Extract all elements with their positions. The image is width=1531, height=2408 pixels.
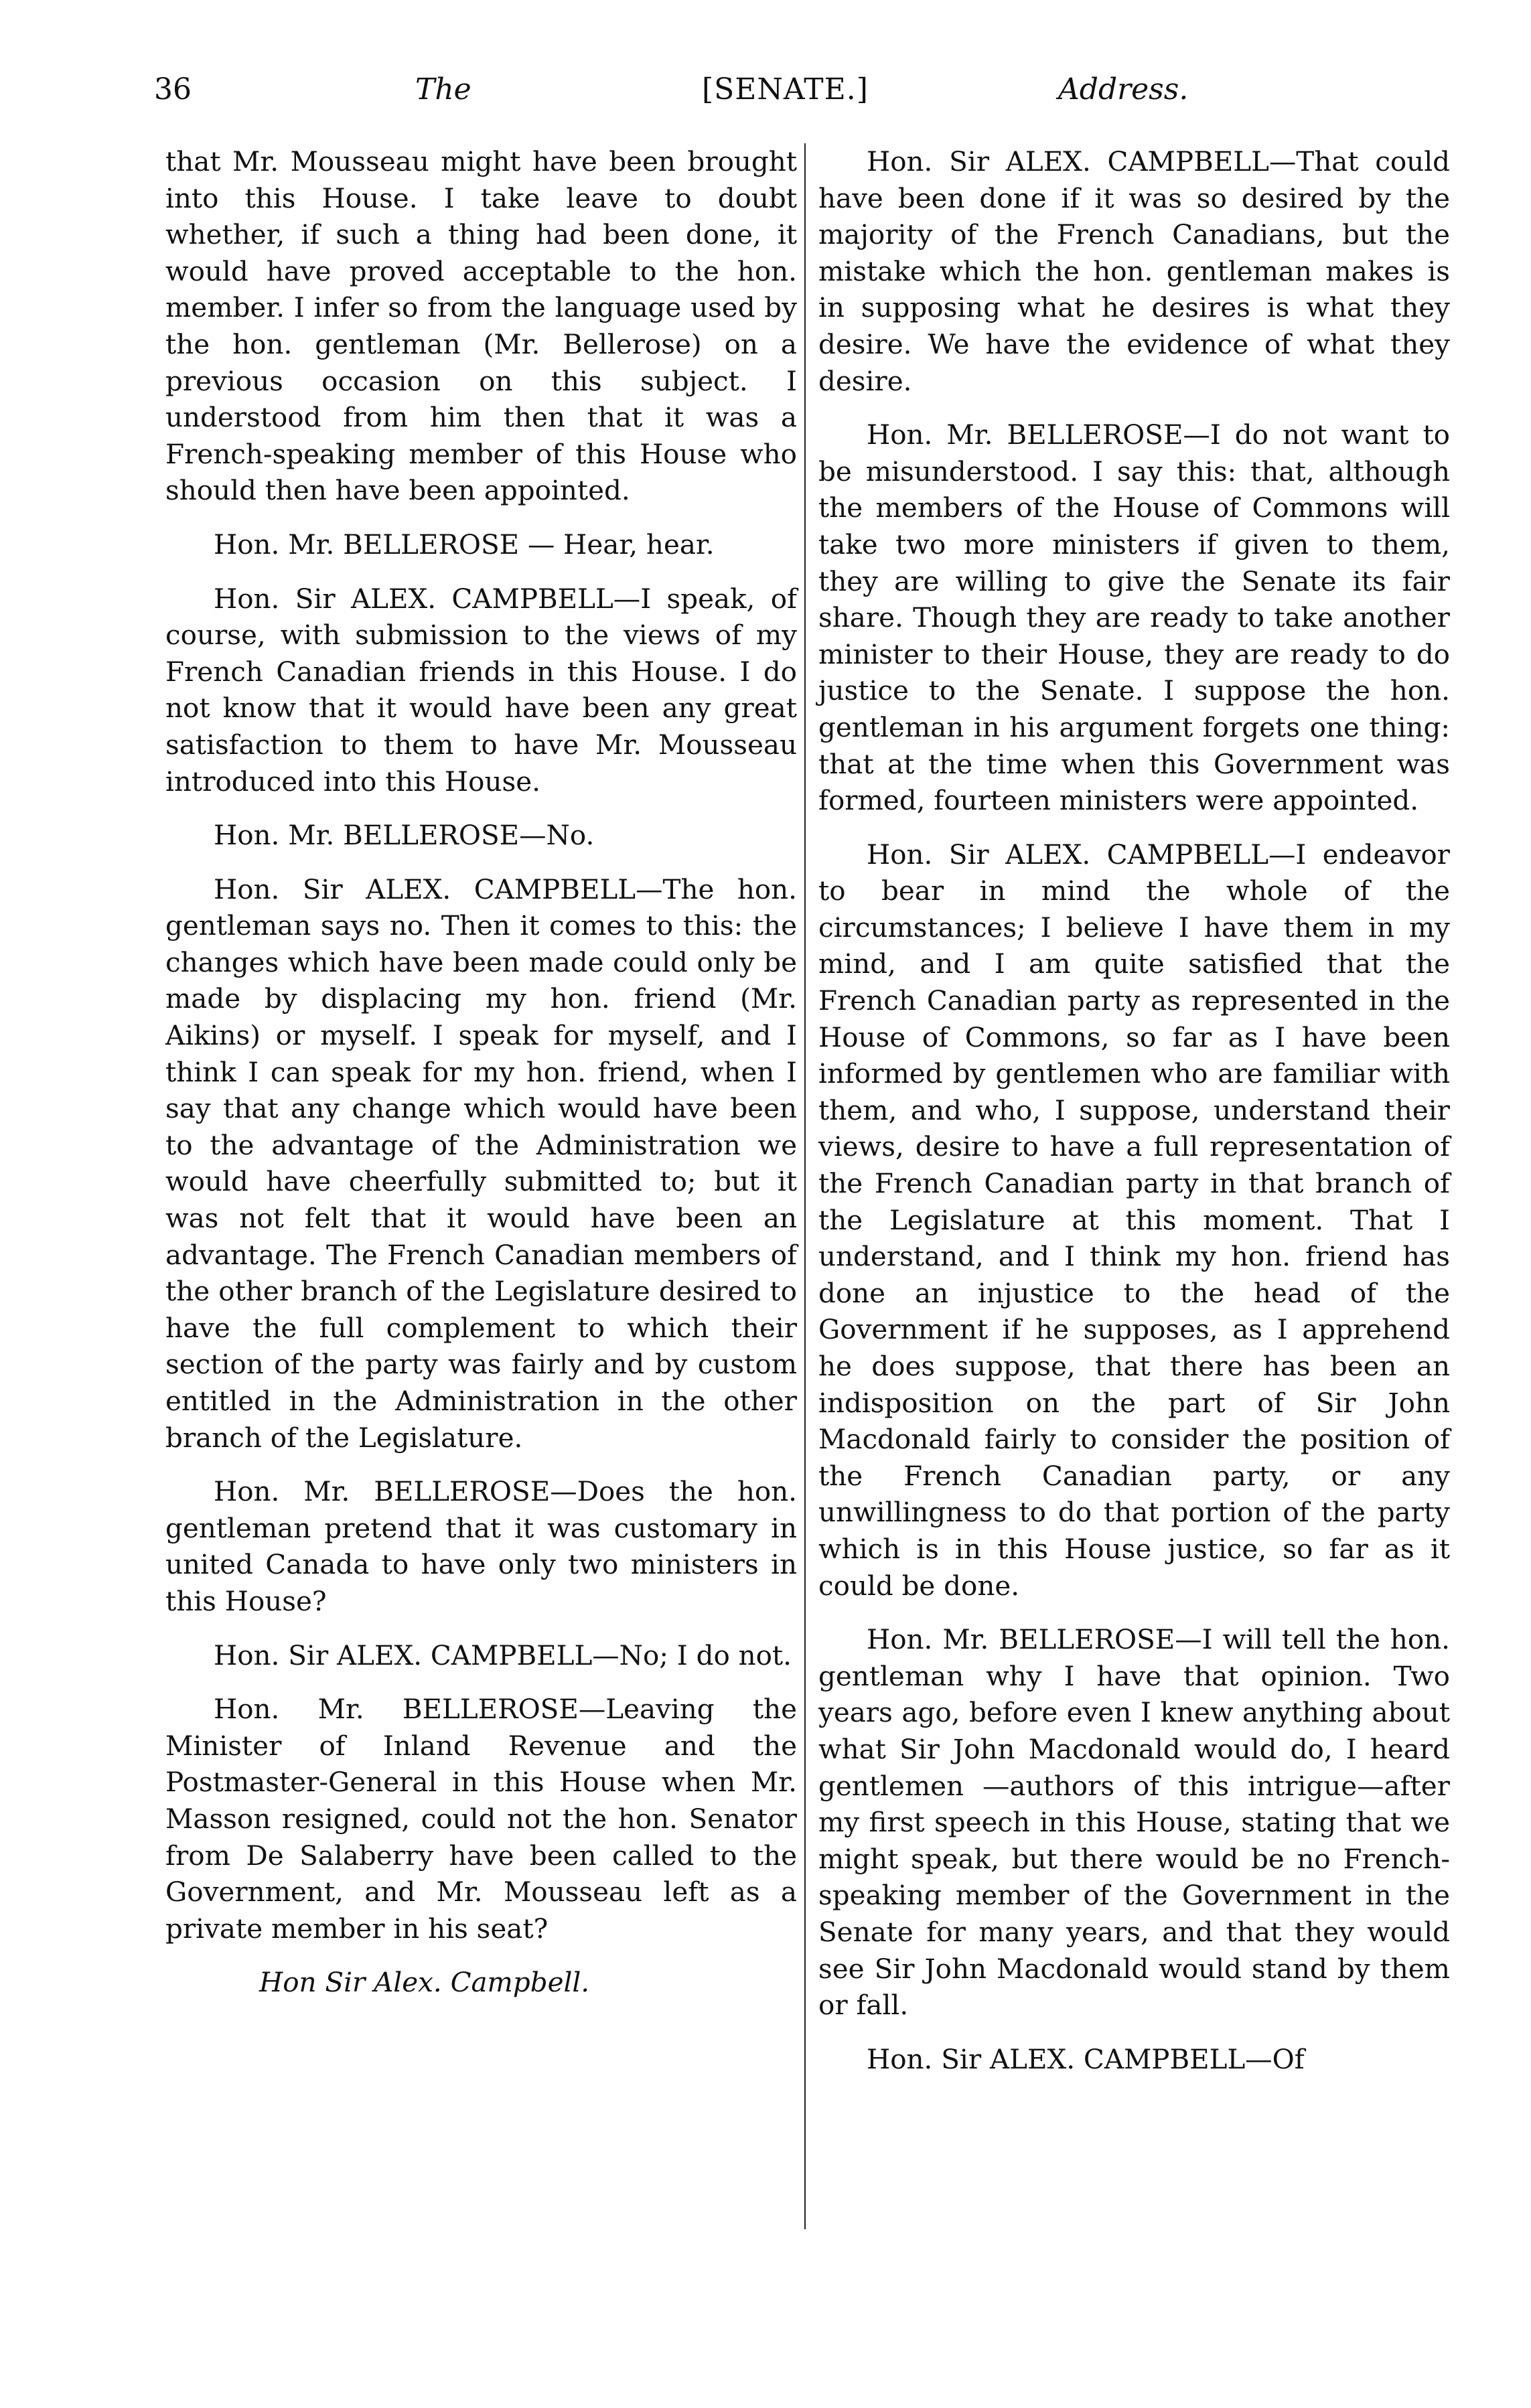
paragraph: Hon. Mr. BELLEROSE—No. — [214, 819, 595, 852]
paragraph: Hon. Mr. BELLEROSE — Hear, hear. — [214, 528, 715, 560]
paragraph: Hon. Mr. BELLEROSE—Leaving the Minister of Inland Revenue and the Postmaster-General in this House when Mr. Masson resigned, could not the hon. Senator from De Salaberry have been called to the Government, and Mr. Mousseau left as a private member in his seat? — [165, 1693, 797, 1945]
running-head-left: The — [415, 72, 471, 106]
paragraph: Hon. Sir ALEX. CAMPBELL—No; I do not. — [214, 1639, 792, 1671]
page-header — [154, 72, 1460, 119]
paragraph: Hon. Sir ALEX. CAMPBELL—I endeavor to bear in mind the whole of the circumstances; I believe I have them in my mind, and I am quite satisfied that the French Canadian party as represented in the House of Commons, so far as I have been informed by gentlemen who are familiar with them, and who, I suppose, understand their views, desire to have a full representation of the French Canadian party in that branch of the Legislature at this moment. That I understand, and I think my hon. friend has done an injustice to the head of the Government if he supposes, as I apprehend he does suppose, that there has been an indisposition on the part of Sir John Macdonald fairly to consider the position of the French Canadian party, or any unwillingness to do that portion of the party which is in this House justice, so far as it could be done. — [818, 838, 1450, 1602]
page-number: 36 — [154, 72, 192, 106]
column-divider — [804, 143, 806, 2229]
paragraph: Hon. Mr. BELLEROSE—Does the hon. gentleman pretend that it was customary in united Canada to have only two ministers in this House? — [165, 1475, 797, 1617]
paragraph: Hon. Mr. BELLEROSE—I do not want to be misunderstood. I say this: that, although the members of the House of Commons will take two more ministers if given to them, they are willing to give the Senate its fair share. Though they are ready to take another minister to their House, they are ready to do justice to the Senate. I suppose the hon. gentleman in his argument forgets one thing: that at the time when this Government was formed, fourteen ministers were appointed. — [818, 419, 1450, 817]
paragraph: Hon. Sir ALEX. CAMPBELL—I speak, of course, with submission to the views of my French Canadian friends in this House. I do not know that it would have been any great satisfaction to them to have Mr. Mousseau introduced into this House. — [165, 582, 797, 798]
paragraph: Hon. Mr. BELLEROSE—I will tell the hon. gentleman why I have that opinion. Two years ago, before even I knew anything about what Sir John Macdonald would do, I heard gentlemen —authors of this intrigue—after my first speech in this House, stating that we might speak, but there would be no French-speaking member of the Government in the Senate for many years, and that they would see Sir John Macdonald would stand by them or fall. — [818, 1623, 1450, 2022]
running-head-right: Address. — [1058, 72, 1189, 106]
paragraph: Hon. Sir ALEX. CAMPBELL—Of — [867, 2042, 1305, 2075]
right-column — [818, 143, 1450, 2095]
left-column — [165, 143, 797, 2018]
running-head-center: [SENATE.] — [702, 72, 869, 106]
paragraph: Hon. Sir ALEX. CAMPBELL—The hon. gentleman says no. Then it comes to this: the changes which have been made could only be made by displacing my hon. friend (Mr. Aikins) or myself. I speak for myself, and I think I can speak for my hon. friend, when I say that any change which would have been to the advantage of the Administration we would have cheerfully submitted to; but it was not felt that it would have been an advantage. The French Canadian members of the other branch of the Legislature desired to have the full complement to which their section of the party was fairly and by custom entitled in the Administration in the other branch of the Legislature. — [165, 873, 797, 1454]
signature: Hon Sir Alex. Campbell. — [259, 1966, 590, 1999]
paragraph: that Mr. Mousseau might have been brought into this House. I take leave to doubt whether, if such a thing had been done, it would have proved acceptable to the hon. member. I infer so from the language used by the hon. gentleman (Mr. Bellerose) on a previous occasion on this subject. I understood from him then that it was a French-speaking member of this House who should then have been appointed. — [165, 145, 797, 507]
paragraph: Hon. Sir ALEX. CAMPBELL—That could have been done if it was so desired by the majority of the French Canadians, but the mistake which the hon. gentleman makes is in supposing what he desires is what they desire. We have the evidence of what they desire. — [818, 145, 1450, 397]
